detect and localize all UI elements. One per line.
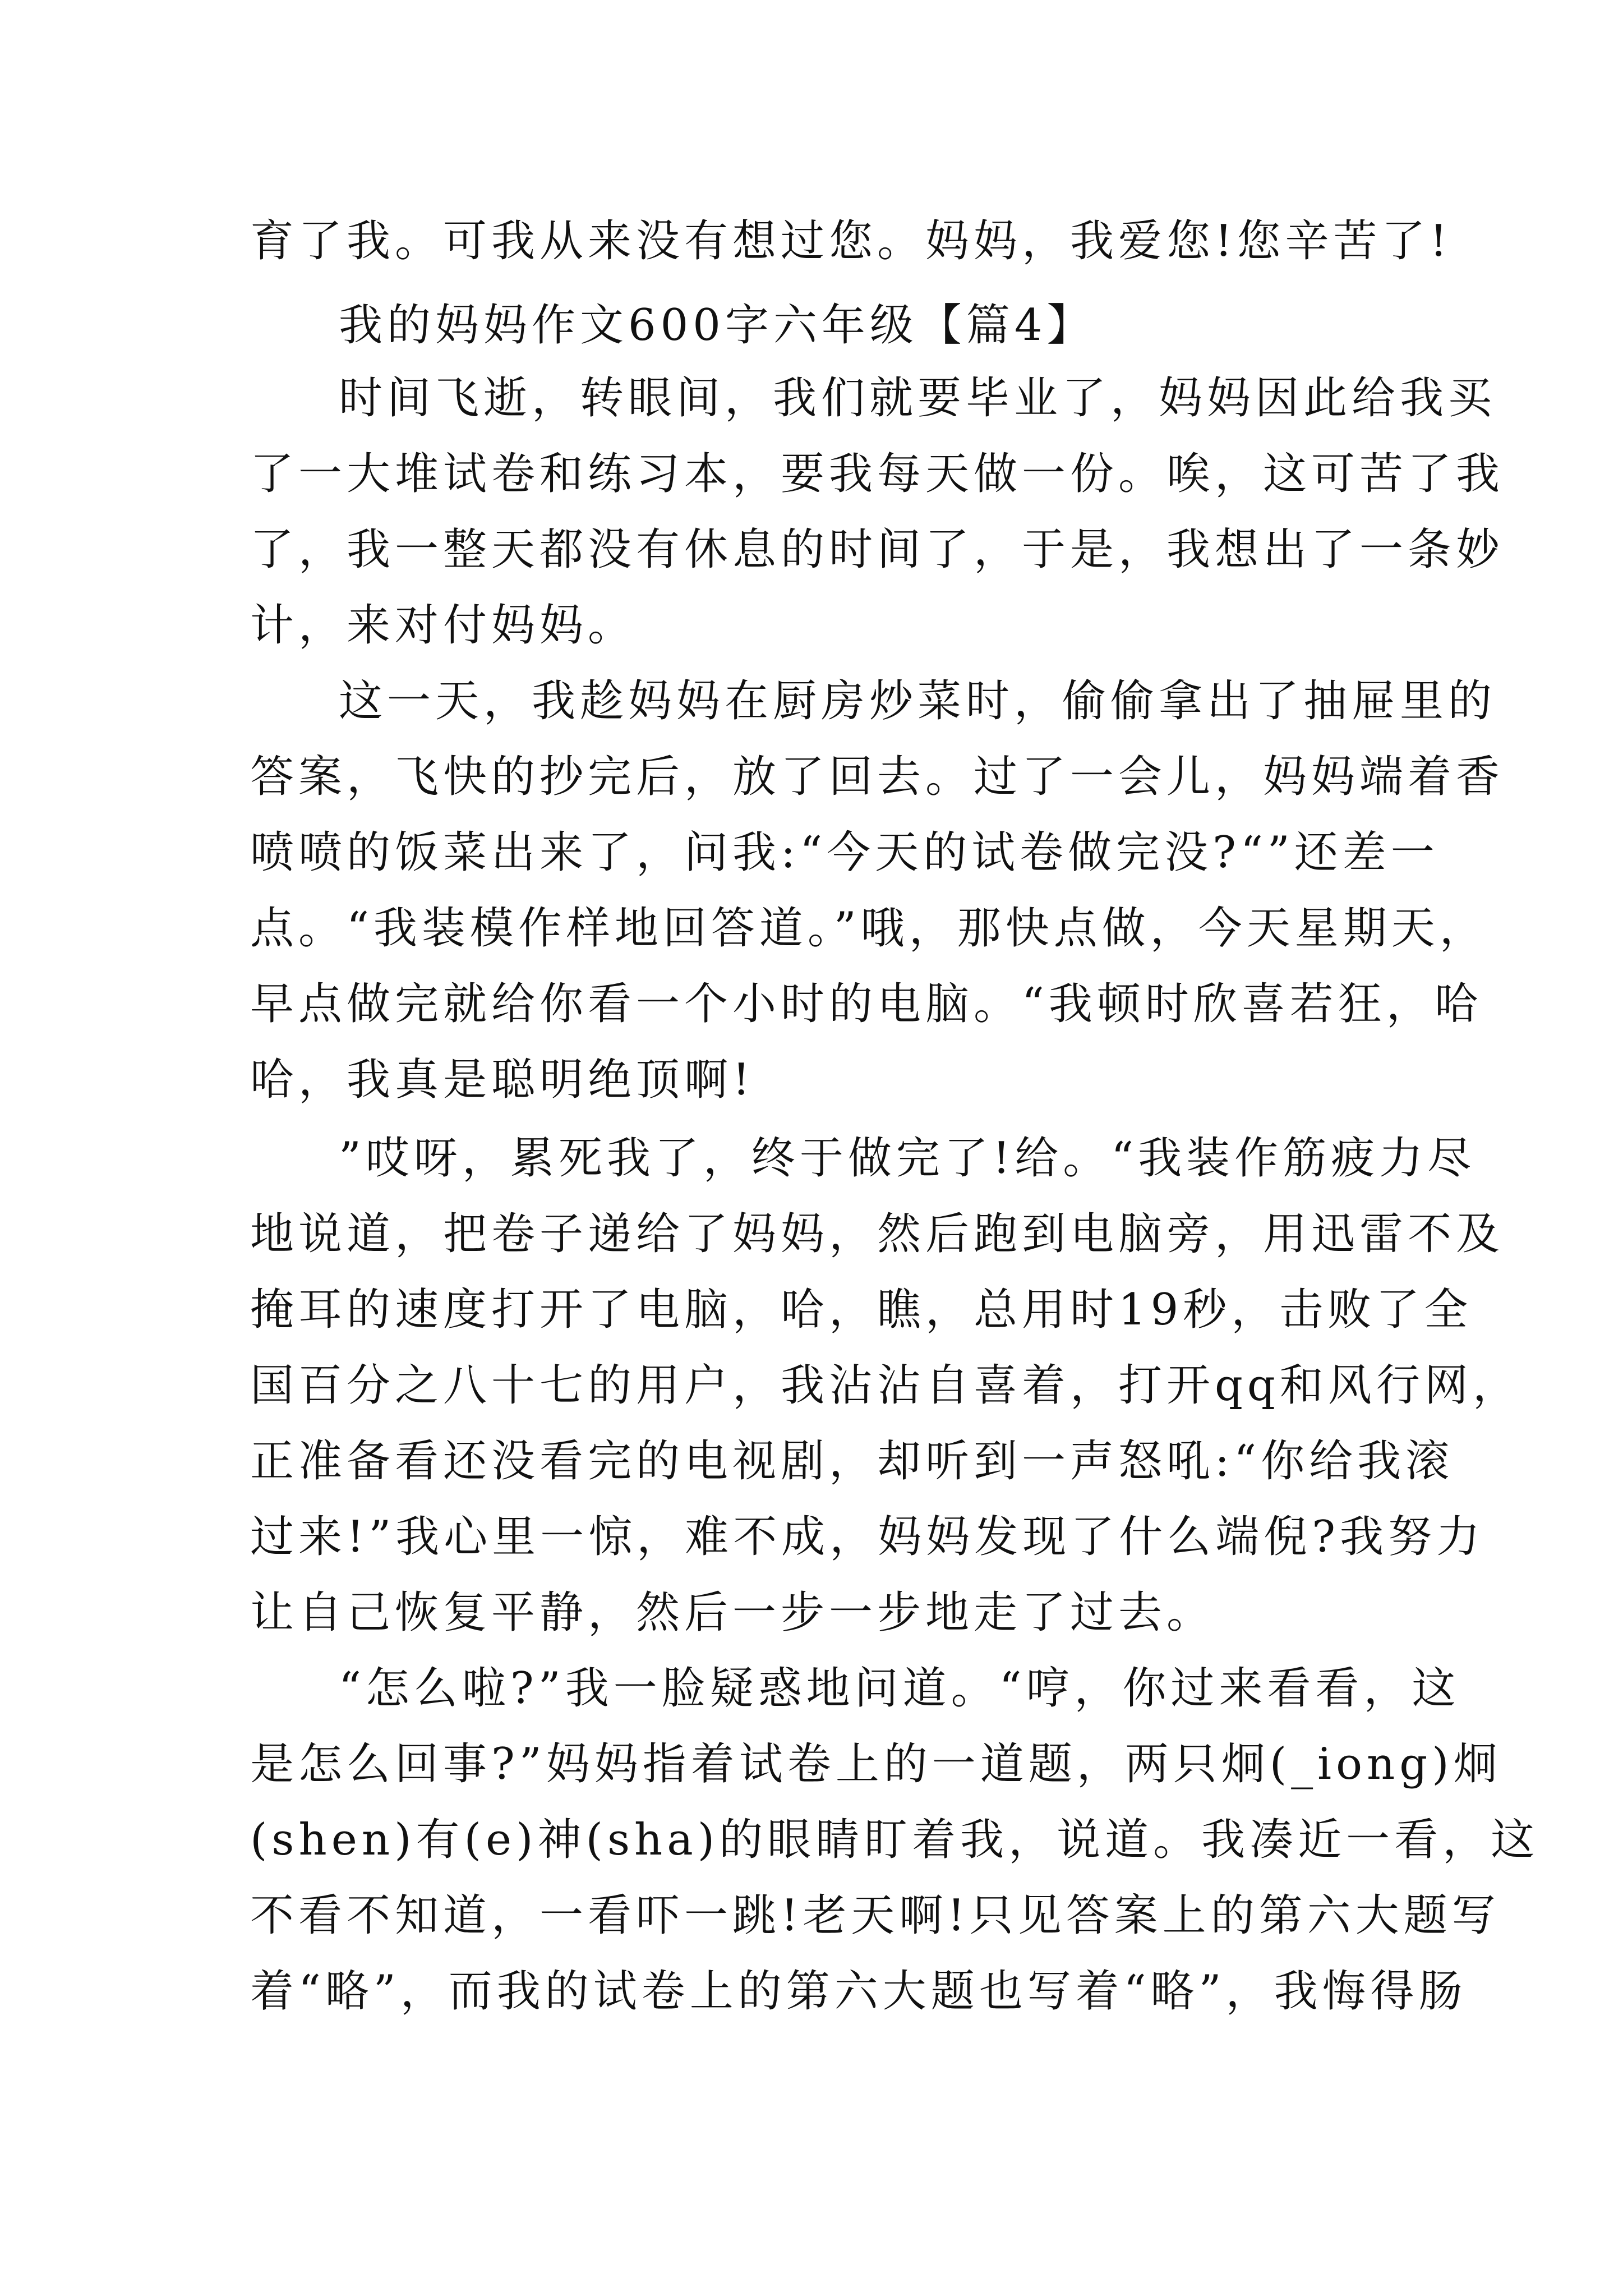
text-line: 过来!”我心里一惊，难不成，妈妈发现了什么端倪?我努力 [250, 1512, 1485, 1562]
text-line: (shen)有(e)神(sha)的眼睛盯着我，说道。我凑近一看，这 [250, 1815, 1539, 1865]
text-line: 育了我。可我从来没有想过您。妈妈，我爱您!您辛苦了! [250, 216, 1452, 266]
text-line: 着“略”，而我的试卷上的第六大题也写着“略”，我悔得肠 [250, 1966, 1467, 2017]
paragraph-start: 时间飞逝，转眼间，我们就要毕业了，妈妈因此给我买 [339, 373, 1497, 424]
text-line: 早点做完就给你看一个小时的电脑。“我顿时欣喜若狂，哈 [250, 979, 1483, 1029]
text-line: 地说道，把卷子递给了妈妈，然后跑到电脑旁，用迅雷不及 [250, 1209, 1505, 1259]
text-line: 点。“我装模作样地回答道。”哦，那快点做，今天星期天， [250, 903, 1488, 954]
text-line: 掩耳的速度打开了电脑，哈，瞧，总用时19秒，击败了全 [250, 1285, 1473, 1335]
section-heading: 我的妈妈作文600字六年级【篇4】 [339, 300, 1095, 351]
text-line: 让自己恢复平静，然后一步一步地走了过去。 [250, 1588, 1215, 1638]
text-line: 计，来对付妈妈。 [250, 600, 637, 651]
paragraph-start: “怎么啦?”我一脸疑惑地问道。“哼，你过来看看，这 [339, 1663, 1460, 1714]
text-line: 喷喷的饭菜出来了，问我:“今天的试卷做完没?“”还差一 [250, 827, 1439, 878]
paragraph-start: 这一天，我趁妈妈在厨房炒菜时，偷偷拿出了抽屉里的 [339, 676, 1497, 726]
text-line: 答案，飞快的抄完后，放了回去。过了一会儿，妈妈端着香 [250, 752, 1505, 802]
text-line: 国百分之八十七的用户，我沾沾自喜着，打开qq和风行网， [250, 1360, 1521, 1411]
text-line: 正准备看还没看完的电视剧，却听到一声怒吼:“你给我滚 [250, 1436, 1454, 1487]
text-line: 不看不知道，一看吓一跳!老天啊!只见答案上的第六大题写 [250, 1890, 1500, 1941]
text-line: 了一大堆试卷和练习本，要我每天做一份。唉，这可苦了我 [250, 449, 1505, 499]
text-line: 是怎么回事?”妈妈指着试卷上的一道题，两只炯(_iong)炯 [250, 1739, 1502, 1789]
text-line: 哈，我真是聪明绝顶啊! [250, 1055, 755, 1105]
paragraph-start: ”哎呀，累死我了，终于做完了!给。“我装作筋疲力尽 [339, 1133, 1476, 1184]
text-line: 了，我一整天都没有休息的时间了，于是，我想出了一条妙 [250, 524, 1505, 575]
